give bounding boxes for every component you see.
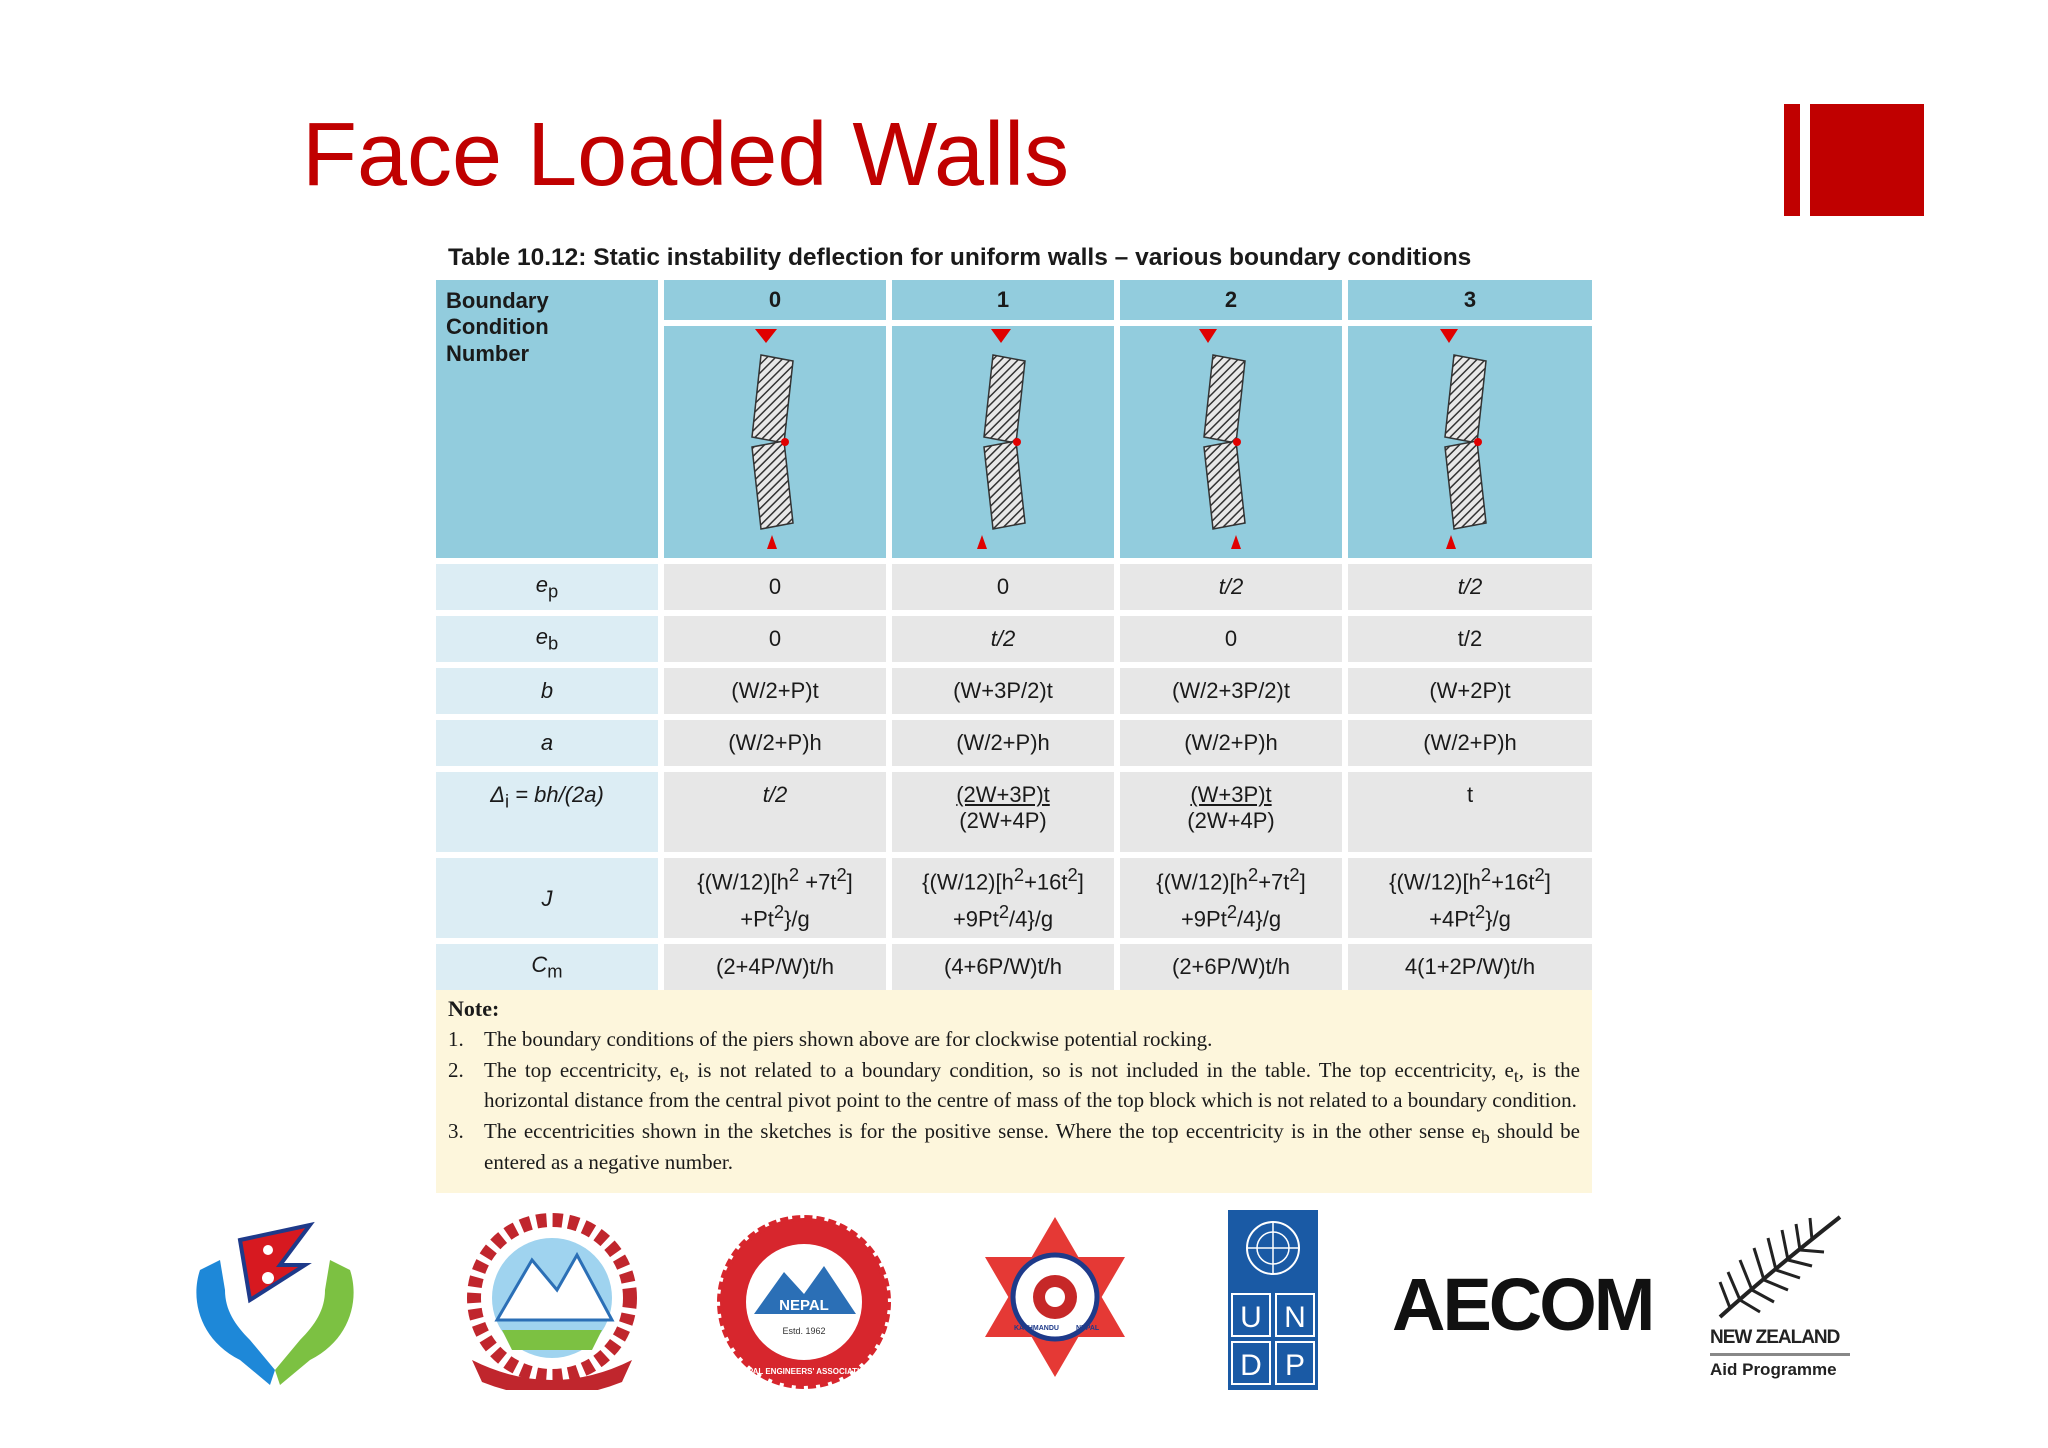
formula-part: +9Pt bbox=[952, 906, 999, 932]
formula-part: ] bbox=[846, 869, 853, 894]
formula-part: {(W/12)[h bbox=[1156, 869, 1248, 894]
instability-table bbox=[430, 274, 1598, 996]
formula-exponent: 2 bbox=[1013, 863, 1025, 885]
gear-seal-icon bbox=[716, 1214, 892, 1390]
table-cell: 0 bbox=[892, 564, 1114, 610]
new-zealand-aid-logo bbox=[1710, 1212, 1860, 1392]
nz-line1: NEW ZEALAND bbox=[1710, 1327, 1840, 1348]
table-cell: 0 bbox=[664, 616, 886, 662]
nz-divider bbox=[1710, 1353, 1850, 1356]
nepal-emblem-icon bbox=[462, 1210, 642, 1390]
corner-mark-bar bbox=[1784, 104, 1800, 216]
row-label-cm bbox=[436, 944, 658, 990]
formula-line-2 bbox=[1120, 898, 1342, 935]
table-cell: (W/2+3P/2)t bbox=[1120, 668, 1342, 714]
boundary-sketch-3 bbox=[1348, 326, 1592, 558]
formula-part: {(W/12)[h bbox=[1389, 869, 1481, 894]
table-cell: t/2 bbox=[1120, 564, 1342, 610]
note-number: 2. bbox=[448, 1057, 464, 1082]
nea-ring-text: NEPAL ENGINEERS' ASSOCIATION bbox=[736, 1367, 872, 1376]
kathmandu-text-right: NEPAL bbox=[1076, 1325, 1100, 1332]
formula-exponent: 2 bbox=[1474, 901, 1486, 922]
table-cell: (W+2P)t bbox=[1348, 668, 1592, 714]
table-cell: 0 bbox=[1120, 616, 1342, 662]
silver-fern-icon bbox=[1710, 1212, 1850, 1322]
formula-exponent: 2 bbox=[1480, 863, 1492, 885]
label-symbol: C bbox=[531, 951, 548, 977]
note-text-part: The eccentricities shown in the sketches is for the positive sense. Where the top eccentricity is in the other sense e bbox=[484, 1119, 1481, 1144]
note-text bbox=[484, 1057, 1580, 1114]
formula-part: {(W/12)[h bbox=[697, 869, 789, 894]
header-label-line: Number bbox=[446, 340, 530, 366]
undp-letter: N bbox=[1284, 1301, 1306, 1334]
formula-part: +7t bbox=[1258, 869, 1290, 894]
note-text-part: , is not related to a boundary condition, so is not included in the table. The top eccentricity, e bbox=[684, 1057, 1514, 1082]
table-row-j bbox=[436, 858, 1592, 938]
column-header-1: 1 bbox=[892, 280, 1114, 320]
formula-part: +9Pt bbox=[1180, 906, 1227, 932]
note-subscript: t bbox=[679, 1066, 684, 1087]
table-cell: t/2 bbox=[664, 772, 886, 852]
fraction-denominator: (2W+4P) bbox=[959, 808, 1047, 833]
note-text: The boundary conditions of the piers shown above are for clockwise potential rocking. bbox=[484, 1027, 1213, 1051]
header-label-line: Condition bbox=[446, 314, 549, 340]
undp-logo bbox=[1228, 1210, 1318, 1390]
table-caption: Table 10.12: Static instability deflection for uniform walls – various boundary conditions bbox=[448, 244, 1472, 271]
note-text bbox=[484, 1118, 1580, 1175]
table-cell: (W/2+P)h bbox=[664, 720, 886, 766]
table-cell: 0 bbox=[664, 564, 886, 610]
label-formula: = bh/(2a) bbox=[509, 782, 604, 807]
formula-line-1 bbox=[892, 861, 1114, 898]
pier-sketch-icon bbox=[963, 329, 1043, 549]
formula-exponent: 2 bbox=[1067, 863, 1078, 885]
formula-part: +16t bbox=[1491, 869, 1535, 894]
table-cell: (W/2+P)t bbox=[664, 668, 886, 714]
table-cell: (W/2+P)h bbox=[892, 720, 1114, 766]
label-subscript: i bbox=[504, 790, 510, 812]
row-label-eb bbox=[436, 616, 658, 662]
row-label-b: b bbox=[436, 668, 658, 714]
table-cell: (W/2+P)h bbox=[1120, 720, 1342, 766]
note-subscript: t bbox=[1513, 1066, 1519, 1087]
nea-center-text: NEPAL bbox=[779, 1297, 829, 1314]
nepal-engineers-association-logo bbox=[716, 1214, 892, 1390]
label-symbol: e bbox=[535, 623, 549, 649]
formula-exponent: 2 bbox=[788, 863, 800, 885]
pier-sketch-icon bbox=[1430, 329, 1510, 549]
formula-part: /4}/g bbox=[1237, 906, 1282, 932]
pier-sketch-icon bbox=[735, 329, 815, 549]
column-header-0: 0 bbox=[664, 280, 886, 320]
formula-line-2 bbox=[664, 898, 886, 935]
formula-part: }/g bbox=[784, 906, 810, 932]
table-cell-formula bbox=[892, 858, 1114, 938]
column-header-3: 3 bbox=[1348, 280, 1592, 320]
undp-letter: U bbox=[1240, 1301, 1262, 1334]
boundary-sketch-0 bbox=[664, 326, 886, 558]
table-row-b bbox=[436, 668, 1592, 714]
formula-part: }/g bbox=[1485, 906, 1511, 932]
pier-sketch-icon bbox=[1191, 329, 1271, 549]
formula-exponent: 2 bbox=[998, 901, 1010, 922]
note-title: Note: bbox=[448, 996, 500, 1021]
note-box bbox=[436, 990, 1592, 1193]
formula-part: +7t bbox=[799, 869, 837, 894]
kathmandu-logo bbox=[980, 1212, 1130, 1382]
hands-flag-icon bbox=[180, 1220, 370, 1390]
column-header-2: 2 bbox=[1120, 280, 1342, 320]
formula-exponent: 2 bbox=[1247, 863, 1259, 885]
aecom-logo: AECOM bbox=[1392, 1263, 1653, 1346]
undp-emblem-icon bbox=[1228, 1210, 1318, 1390]
boundary-sketch-1 bbox=[892, 326, 1114, 558]
nepal-emblem-logo bbox=[462, 1210, 642, 1390]
header-label-line: Boundary bbox=[446, 288, 549, 313]
label-subscript: p bbox=[548, 580, 559, 602]
undp-letter: P bbox=[1284, 1349, 1306, 1382]
table-cell: t/2 bbox=[1348, 616, 1592, 662]
label-symbol: e bbox=[535, 571, 549, 597]
note-number: 3. bbox=[448, 1119, 464, 1144]
formula-part: ] bbox=[1544, 869, 1551, 894]
note-text-part: , is the horizontal distance from the central pivot point to the centre of mass of the top block which is not related to a boundary condition. bbox=[484, 1057, 1580, 1113]
formula-exponent: 2 bbox=[773, 901, 785, 922]
table-cell-formula bbox=[1120, 858, 1342, 938]
formula-part: ] bbox=[1299, 869, 1306, 894]
undp-letter: D bbox=[1240, 1349, 1262, 1382]
row-label-delta bbox=[436, 772, 658, 852]
kathmandu-text-left: KATHMANDU bbox=[1014, 1325, 1059, 1332]
table-cell-fraction bbox=[1120, 772, 1342, 852]
formula-line-2 bbox=[1348, 898, 1592, 935]
table-cell: t/2 bbox=[892, 616, 1114, 662]
partner-logos bbox=[0, 1200, 2048, 1400]
formula-part: +16t bbox=[1024, 869, 1068, 894]
label-subscript: m bbox=[547, 960, 563, 982]
formula-line-2 bbox=[892, 898, 1114, 935]
table-cell: t bbox=[1348, 772, 1592, 852]
note-number: 1. bbox=[448, 1027, 464, 1051]
formula-part: +Pt bbox=[740, 906, 774, 932]
note-subscript: b bbox=[1481, 1127, 1490, 1148]
star-seal-icon bbox=[980, 1212, 1130, 1382]
table-cell-formula bbox=[1348, 858, 1592, 938]
note-item bbox=[448, 1057, 1580, 1114]
formula-line-1 bbox=[1120, 861, 1342, 898]
table-row-a bbox=[436, 720, 1592, 766]
nea-year-text: Estd. 1962 bbox=[782, 1326, 826, 1336]
table-cell: (4+6P/W)t/h bbox=[892, 944, 1114, 990]
note-item bbox=[448, 1026, 1580, 1053]
formula-line-1 bbox=[1348, 861, 1592, 898]
note-text-part: should be entered as a negative number. bbox=[484, 1119, 1581, 1174]
formula-line-1 bbox=[664, 861, 886, 898]
table-cell-fraction bbox=[892, 772, 1114, 852]
note-text-part: The top eccentricity, e bbox=[484, 1057, 680, 1082]
formula-exponent: 2 bbox=[1289, 863, 1300, 885]
nz-line2: Aid Programme bbox=[1710, 1360, 1837, 1379]
note-item bbox=[448, 1118, 1580, 1175]
table-cell: (2+4P/W)t/h bbox=[664, 944, 886, 990]
row-label-a: a bbox=[436, 720, 658, 766]
label-symbol: Δ bbox=[490, 782, 505, 807]
formula-exponent: 2 bbox=[1534, 863, 1545, 885]
formula-part: +4Pt bbox=[1429, 906, 1475, 932]
row-label-j: J bbox=[436, 858, 658, 938]
formula-exponent: 2 bbox=[836, 863, 847, 885]
row-label-ep bbox=[436, 564, 658, 610]
formula-part: ] bbox=[1077, 869, 1084, 894]
fraction-numerator: (W+3P)t bbox=[1190, 782, 1272, 807]
hands-logo bbox=[180, 1220, 370, 1390]
slide-title: Face Loaded Walls bbox=[302, 105, 1070, 205]
table-row-eb bbox=[436, 616, 1592, 662]
table-row-ep bbox=[436, 564, 1592, 610]
table-cell: (2+6P/W)t/h bbox=[1120, 944, 1342, 990]
table-cell: 4(1+2P/W)t/h bbox=[1348, 944, 1592, 990]
corner-logo-mark bbox=[1784, 104, 1924, 216]
formula-part: /4}/g bbox=[1009, 906, 1054, 932]
label-subscript: b bbox=[548, 632, 559, 654]
table-cell: t/2 bbox=[1348, 564, 1592, 610]
table-row-cm bbox=[436, 944, 1592, 990]
fraction-numerator: (2W+3P)t bbox=[956, 782, 1050, 807]
header-boundary-label bbox=[436, 280, 658, 558]
formula-part: {(W/12)[h bbox=[922, 869, 1014, 894]
table-row-delta bbox=[436, 772, 1592, 852]
corner-mark-block bbox=[1810, 104, 1924, 216]
table-cell: (W/2+P)h bbox=[1348, 720, 1592, 766]
table-cell-formula bbox=[664, 858, 886, 938]
table-cell: (W+3P/2)t bbox=[892, 668, 1114, 714]
fraction-denominator: (2W+4P) bbox=[1187, 808, 1275, 833]
boundary-sketch-2 bbox=[1120, 326, 1342, 558]
formula-exponent: 2 bbox=[1226, 901, 1238, 922]
